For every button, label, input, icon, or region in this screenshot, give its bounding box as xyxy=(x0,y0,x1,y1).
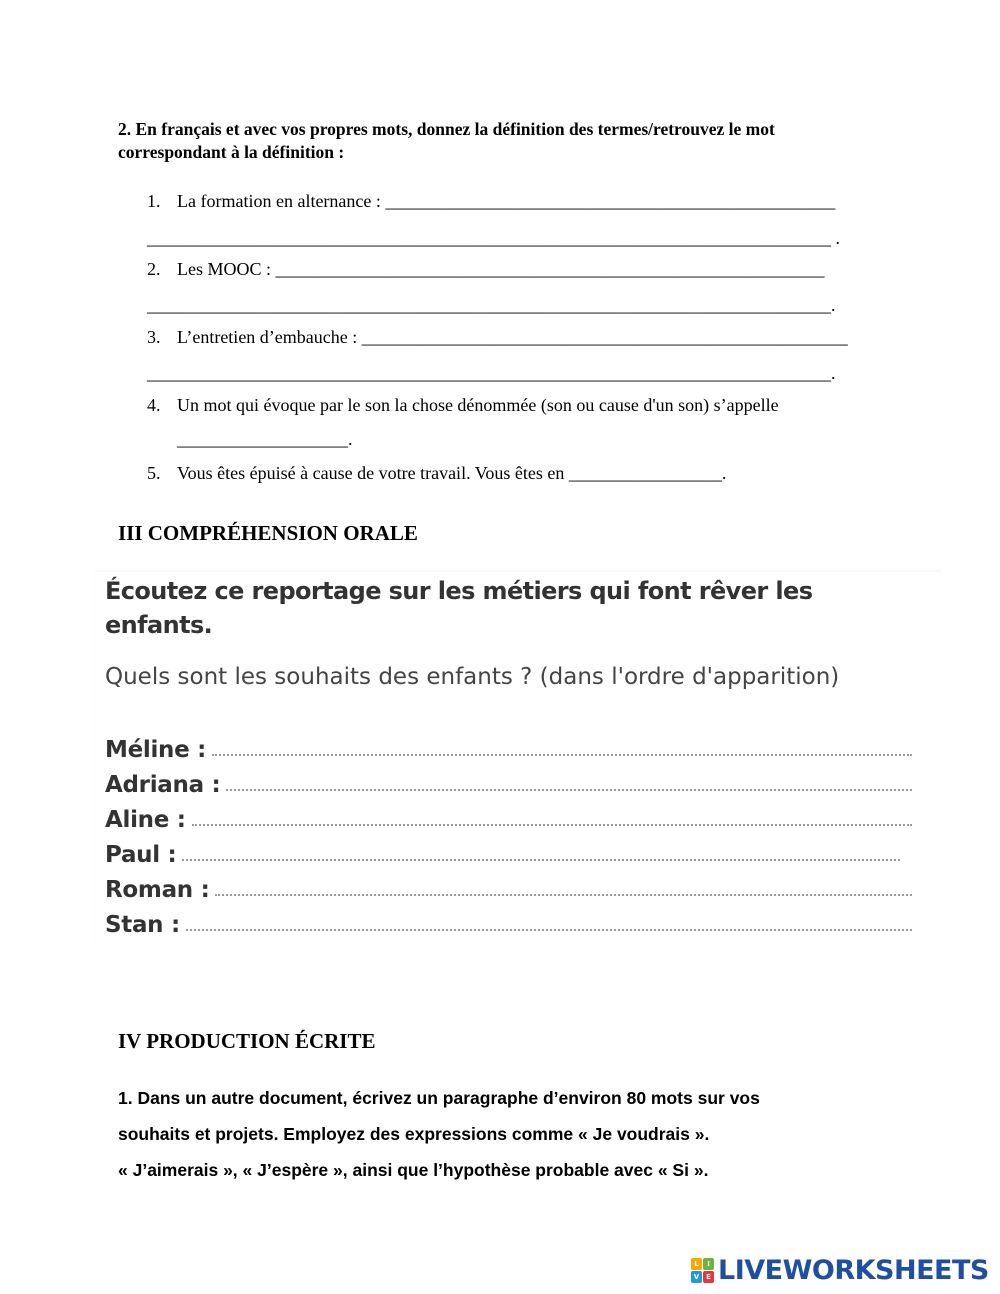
item-number: 2. xyxy=(147,259,161,279)
item-number: 5. xyxy=(147,463,161,483)
section-4-title: IV PRODUCTION ÉCRITE xyxy=(118,1029,376,1053)
list-item-3 xyxy=(147,326,848,348)
child-name: Paul : xyxy=(105,842,177,868)
child-name: Méline : xyxy=(105,737,207,763)
child-name: Aline : xyxy=(105,807,186,833)
instruction-line: 1. Dans un autre document, écrivez un paragraphe d’environ 80 mots sur vos xyxy=(118,1088,760,1108)
answer-row-adriana xyxy=(105,764,912,798)
writing-instructions xyxy=(118,1080,878,1188)
listening-heading: Écoutez ce reportage sur les métiers qui font rêver les enfants. xyxy=(105,577,813,639)
item-number: 4. xyxy=(147,395,161,415)
dotted-answer-line xyxy=(212,753,912,756)
item-text: L’entretien d’embauche : ______________________________________________________ xyxy=(177,327,848,347)
dotted-answer-line xyxy=(186,928,912,931)
logo-text: LIVEWORKSHEETS xyxy=(718,1254,989,1286)
question-2-title: 2. En français et avec vos propres mots, donnez la définition des termes/retrouvez le mot correspondant à la définition : xyxy=(118,119,775,162)
answer-row-meline xyxy=(105,729,912,763)
item-text: Les MOOC : _____________________________________________________________ xyxy=(177,259,825,279)
answer-row-paul xyxy=(105,834,900,868)
item-number: 1. xyxy=(147,191,161,211)
item-text: Vous êtes épuisé à cause de votre travail. Vous êtes en _________________. xyxy=(177,463,727,483)
liveworksheets-logo xyxy=(691,1254,989,1286)
answer-line-2b: ____________________________________________________________________________. xyxy=(147,295,836,315)
list-item-4 xyxy=(147,394,779,416)
answer-row-aline xyxy=(105,799,912,833)
item-text: La formation en alternance : __________________________________________________ xyxy=(177,191,836,211)
section-3-title: III COMPRÉHENSION ORALE xyxy=(118,521,418,545)
dotted-answer-line xyxy=(226,788,912,791)
answer-row-roman xyxy=(105,869,912,903)
item-text: Un mot qui évoque par le son la chose dénommée (son ou cause d'un son) s’appelle xyxy=(177,395,779,415)
dotted-answer-line xyxy=(182,858,900,861)
answer-row-stan xyxy=(105,904,912,938)
answer-line-4b: ___________________. xyxy=(177,429,353,449)
list-item-5 xyxy=(147,462,726,484)
dotted-answer-line xyxy=(192,823,912,826)
listening-exercise-image xyxy=(95,572,940,947)
item-number: 3. xyxy=(147,327,161,347)
child-name: Roman : xyxy=(105,877,210,903)
answer-line-1b: ____________________________________________________________________________ . xyxy=(147,228,840,248)
logo-mark-icon: L I V E xyxy=(691,1258,714,1283)
instruction-line: « J’aimerais », « J’espère », ainsi que l’hypothèse probable avec « Si ». xyxy=(118,1160,709,1180)
child-name: Adriana : xyxy=(105,772,221,798)
list-item-1 xyxy=(147,190,835,212)
dotted-answer-line xyxy=(215,893,912,896)
instruction-line: souhaits et projets. Employez des expressions comme « Je voudrais ». xyxy=(118,1124,710,1144)
answer-line-3b: ____________________________________________________________________________. xyxy=(147,363,836,383)
list-item-2 xyxy=(147,258,825,280)
listening-question: Quels sont les souhaits des enfants ? (dans l'ordre d'apparition) xyxy=(105,664,840,690)
child-name: Stan : xyxy=(105,912,180,938)
